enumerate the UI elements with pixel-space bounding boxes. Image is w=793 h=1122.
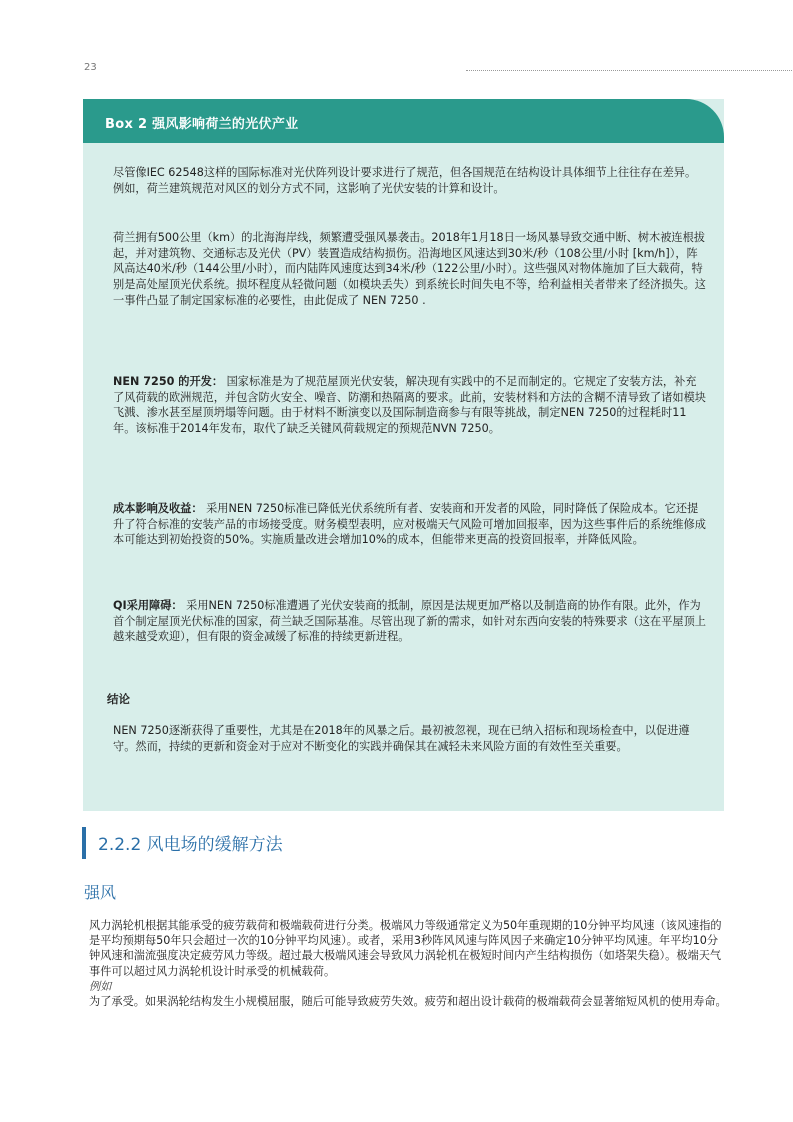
barriers-text: 采用NEN 7250标准遭遇了光伏安装商的抵制，原因是法规更加严格以及制造商的协作有限。此外，作为首个制定屋顶光伏标准的国家，荷兰缺乏国际基准。尽管出现了新的需求，如针对东西向安装的特殊要求（这在平屋顶上越来越受欢迎），但有限的资金减缓了标准的持续更新进程。 bbox=[113, 599, 706, 644]
cost-label: 成本影响及收益： bbox=[113, 502, 203, 515]
box-title: Box 2 强风影响荷兰的光伏产业 bbox=[105, 117, 299, 132]
header-dotted-rule bbox=[466, 70, 792, 71]
box-paragraph-barriers bbox=[113, 598, 707, 645]
box-paragraph-conclusion: NEN 7250逐渐获得了重要性，尤其是在2018年的风暴之后。最初被忽视，现在已纳入招标和现场检查中，以促进遵守。然而，持续的更新和资金对于应对不断变化的实践并确保其在减轻未来风险方面的有效性至关重要。 bbox=[113, 724, 690, 753]
cost-text: 采用NEN 7250标准已降低光伏系统所有者、安装商和开发者的风险，同时降低了保险成本。它还提升了符合标准的安装产品的市场接受度。财务模型表明，应对极端天气风险可增加回报率，因为这些事件后的系统维修成本可能达到初始投资的50%。实施质量改进会增加10%的成本，但能带来更高的投资回报率，并降低风险。 bbox=[113, 502, 706, 547]
section-accent-bar bbox=[82, 827, 86, 859]
page-number: 23 bbox=[84, 62, 97, 73]
barriers-label: QI采用障碍： bbox=[113, 599, 183, 612]
box-header bbox=[83, 99, 724, 143]
box-paragraph-cost bbox=[113, 501, 707, 548]
body-text bbox=[89, 918, 729, 1009]
development-label: NEN 7250 的开发： bbox=[113, 375, 224, 388]
subsection-title: 强风 bbox=[84, 883, 117, 902]
body-paragraph-2: 为了承受。如果涡轮结构发生小规模屈服，随后可能导致疲劳失效。疲劳和超出设计载荷的极端载荷会显著缩短风机的使用寿命。 bbox=[89, 995, 727, 1009]
body-paragraph-1: 风力涡轮机根据其能承受的疲劳载荷和极端载荷进行分类。极端风力等级通常定义为50年重现期的10分钟平均风速（该风速指的是平均预期每50年只会超过一次的10分钟平均风速）。或者，采用3秒阵风风速与阵风因子来确定10分钟平均风速。年平均10分钟风速和湍流强度决定疲劳风力等级。超过最大极端风速会导致风力涡轮机在极短时间内产生结构损伤（如塔架失稳）。极端天气事件可以超过风力涡轮机设计时承受的机械载荷。 bbox=[89, 919, 722, 978]
box-paragraph-intro: 尽管像IEC 62548这样的国际标准对光伏阵列设计要求进行了规范，但各国规范在结构设计具体细节上往往存在差异。例如，荷兰建筑规范对风区的划分方式不同，这影响了光伏安装的计算和设计。 bbox=[113, 166, 697, 195]
development-text: 国家标准是为了规范屋顶光伏安装，解决现有实践中的不足而制定的。它规定了安装方法，补充了风荷载的欧洲规范，并包含防火安全、噪音、防潮和热隔离的要求。此前，安装材料和方法的含糊不清导致了诸如模块飞溅、渗水甚至屋顶坍塌等问题。由于材料不断演变以及国际制造商参与有限等挑战，制定NEN 7250的过程耗时11年。该标准于2014年发布，取代了缺乏关键风荷载规定的预规范NVN 7250。 bbox=[113, 375, 706, 436]
case-study-box bbox=[83, 99, 724, 811]
section-title: 2.2.2 风电场的缓解方法 bbox=[98, 835, 283, 855]
box-paragraph-storm: 荷兰拥有500公里（km）的北海海岸线，频繁遭受强风暴袭击。2018年1月18日一场风暴导致交通中断、树木被连根拔起，并对建筑物、交通标志及光伏（PV）装置造成结构损伤。沿海地区风速达到30米/秒（108公里/小时 [km/h]），阵风高达40米/秒（144公里/小时），而内陆阵风速度达到34米/秒（122公里/小时）。这些强风对物体施加了巨大载荷，特别是高处屋顶光伏系统。损坏程度从轻微问题（如模块丢失）到系统长时间失电不等，给利益相关者带来了经济损失。这一事件凸显了制定国家标准的必要性，由此促成了 NEN 7250 . bbox=[113, 231, 706, 307]
example-label: 例如 bbox=[89, 979, 112, 993]
box-paragraph-development bbox=[113, 374, 707, 437]
conclusion-heading: 结论 bbox=[107, 692, 130, 706]
